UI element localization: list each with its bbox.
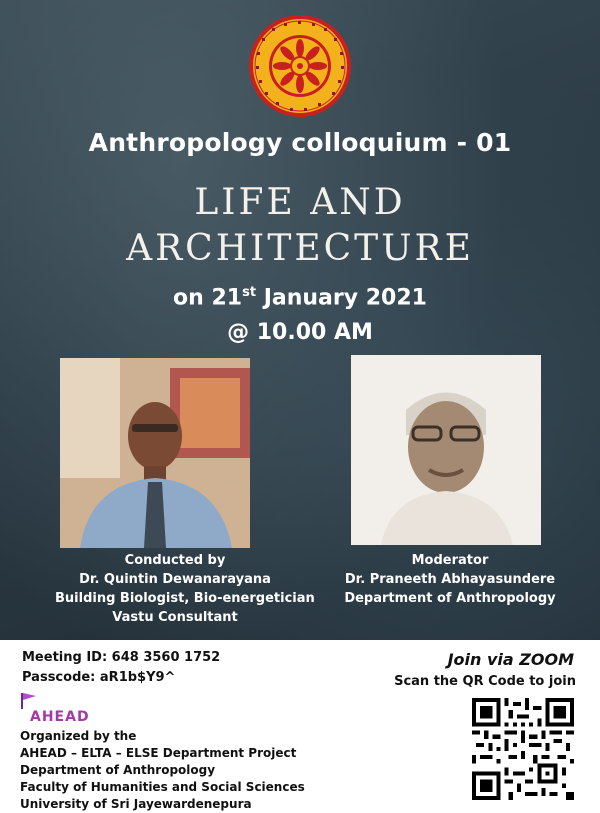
moderator-name: Dr. Praneeth Abhayasundere (344, 572, 556, 587)
organizer-line-5: University of Sri Jayewardenepura (20, 797, 252, 811)
moderator-portrait-icon (351, 355, 541, 545)
info-panel (0, 640, 600, 811)
event-time: @ 10.00 AM (227, 320, 373, 345)
speaker-portrait-icon (60, 358, 250, 548)
speaker-title-2: Vastu Consultant (112, 610, 238, 625)
organizer-line-3: Department of Anthropology (20, 763, 216, 777)
moderator-photo (351, 355, 541, 545)
moderator-dept: Department of Anthropology (344, 591, 556, 606)
date-prefix: on 21 (173, 285, 243, 311)
organizer-line-2: AHEAD – ELTA – ELSE Department Project (20, 746, 297, 760)
scan-instruction: Scan the QR Code to join (394, 674, 576, 689)
speaker-name: Dr. Quintin Dewanarayana (79, 572, 271, 587)
speaker-caption (55, 551, 315, 627)
ahead-logo-text: AHEAD (30, 709, 90, 725)
organizer-line-4: Faculty of Humanities and Social Sciences (20, 780, 305, 794)
organizer-block (20, 728, 305, 813)
flag-icon (20, 692, 38, 710)
event-title: LIFE AND ARCHITECTURE (126, 182, 474, 269)
colloquium-title: Anthropology colloquium - 01 (88, 128, 512, 157)
speaker-title-1: Building Biologist, Bio-energetician (55, 591, 315, 606)
moderator-caption (330, 551, 570, 608)
date-rest: January 2021 (256, 285, 427, 311)
qr-code-icon[interactable] (472, 698, 574, 800)
meeting-passcode: Passcode: aR1b$Y9^ (22, 670, 176, 685)
event-date (0, 285, 600, 310)
organizer-line-1: Organized by the (20, 729, 137, 743)
date-ordinal: st (242, 285, 257, 300)
speaker-role: Conducted by (124, 553, 226, 568)
meeting-id: Meeting ID: 648 3560 1752 (22, 650, 221, 665)
join-zoom-label: Join via ZOOM (447, 650, 574, 669)
university-logo-icon (248, 14, 352, 118)
speaker-photo (60, 358, 250, 548)
meeting-details (22, 648, 220, 688)
moderator-role: Moderator (411, 553, 489, 568)
